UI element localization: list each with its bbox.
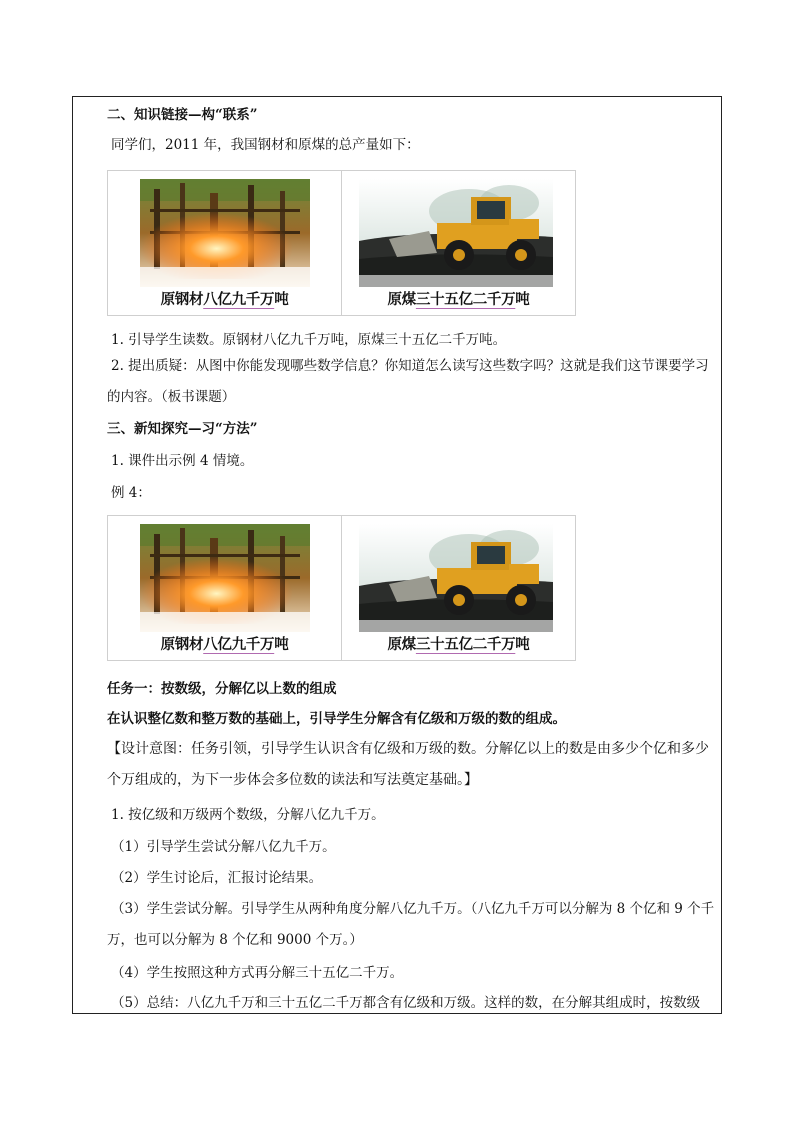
- item-read-numbers: 1. 引导学生读数。原钢材八亿九千万吨，原煤三十五亿二千万吨。: [111, 332, 507, 348]
- image-table-1: [107, 170, 576, 316]
- image-cell-coal: [342, 171, 575, 315]
- image-cell-steel: [108, 171, 342, 315]
- sub-step-2: （2）学生讨论后，汇报讨论结果。: [111, 870, 323, 886]
- sub-step-5-summary: （5）总结：八亿九千万和三十五亿二千万都含有亿级和万级。这样的数，在分解其组成时，按数级: [111, 995, 701, 1011]
- item-show-example: 1. 课件出示例 4 情境。: [111, 453, 254, 469]
- sub-step-3: （3）学生尝试分解。引导学生从两种角度分解八亿九千万。（八亿九千万可以分解为 8 个亿和 9 个千万，也可以分解为 8 个亿和 9000 个万。）: [107, 901, 715, 948]
- image-table-2: [107, 515, 576, 661]
- sub-step-4: （4）学生按照这种方式再分解三十五亿二千万。: [111, 965, 404, 981]
- step1-text: 1. 按亿级和万级两个数级，分解八亿九千万。: [111, 807, 385, 823]
- steel-caption: 原钢材八亿九千万吨: [160, 637, 289, 653]
- steel-caption: 原钢材八亿九千万吨: [160, 292, 289, 308]
- coal-loader-image: [359, 179, 553, 287]
- item-raise-question: 2. 提出质疑：从图中你能发现哪些数学信息？你知道怎么读写这些数字吗？这就是我们这节课要学习的内容。（板书课题）: [107, 358, 709, 405]
- sub-step-1: （1）引导学生尝试分解八亿九千万。: [111, 839, 336, 855]
- intro-text: 同学们，2011 年，我国钢材和原煤的总产量如下：: [111, 137, 420, 153]
- coal-caption: 原煤三十五亿二千万吨: [387, 637, 530, 653]
- section-heading-new-knowledge: 三、新知探究—习“方法”: [107, 421, 258, 437]
- example-label: 例 4：: [111, 485, 151, 501]
- steel-mill-image: [140, 524, 310, 632]
- steel-mill-image: [140, 179, 310, 287]
- task1-subtitle: 在认识整亿数和整万数的基础上，引导学生分解含有亿级和万级的数的组成。: [107, 711, 566, 727]
- image-cell-steel-2: [108, 516, 342, 660]
- design-intent-note: 【设计意图：任务引领，引导学生认识含有亿级和万级的数。分解亿以上的数是由多少个亿和多少个万组成的，为下一步体会多位数的读法和写法奠定基础。】: [107, 741, 709, 788]
- image-cell-coal-2: [342, 516, 575, 660]
- coal-caption: 原煤三十五亿二千万吨: [387, 292, 530, 308]
- lesson-plan-frame: [72, 96, 722, 1014]
- coal-loader-image: [359, 524, 553, 632]
- task1-title: 任务一：按数级，分解亿以上数的组成: [107, 681, 337, 697]
- section-heading-knowledge-link: 二、知识链接—构“联系”: [107, 107, 258, 123]
